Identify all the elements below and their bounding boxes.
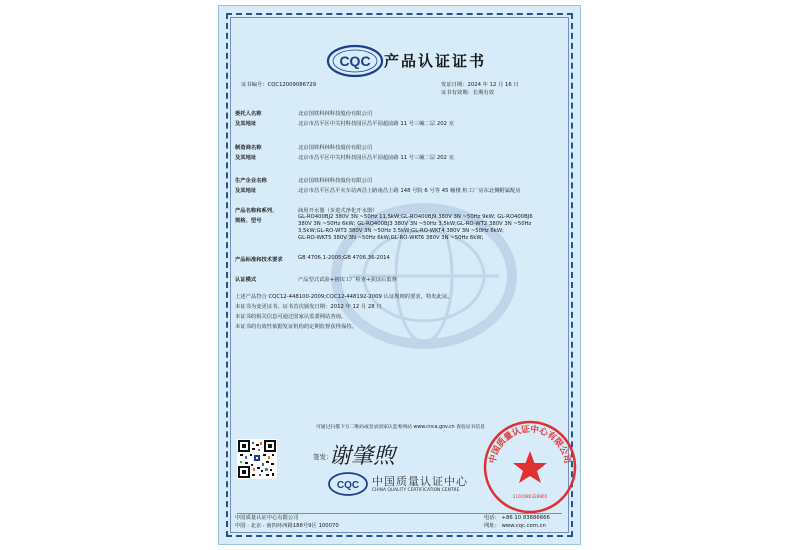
cert-no: CQC12009086729 [267,82,317,88]
issue-date: 2024 年 12 月 16 日 [467,82,519,88]
validity-line [441,90,494,97]
validity: 长期有效 [472,90,494,96]
field-label-manufacturer: 制造商名称 [235,145,262,151]
seal-text: 中国质量认证中心有限公司 [488,424,572,465]
validity-label: 证书有效期： [441,90,473,96]
certificate-title: 产品认证证书 [384,52,487,70]
verify-note: 可通过扫描下方二维码或登录国家认监委网站 www.cnca.gov.cn 查验证书信息 [315,425,486,430]
org-name-en: CHINA QUALITY CERTIFICATION CENTRE [372,488,460,493]
official-seal [481,418,579,516]
field-label-manufacturer-address: 及其地址 [235,155,257,161]
footer-address: 中国 · 北京 · 南四环西路188号9区 100070 [235,523,339,529]
certificate [218,5,581,545]
footer-tel: 电话： +86 10 83886666 [484,515,550,521]
field-label-applicant: 委托人名称 [235,111,262,117]
cert-no-label: 证书编号： [241,82,268,88]
signature: 谢肇煦 [329,444,396,469]
field-label-product-name: 产品名称和系列、 [235,208,278,214]
field-label-applicant-address: 及其地址 [235,121,257,127]
manufacturer-address: 北京市昌平区中关村科技园区昌平园超前路 11 号三幢二层 202 室 [298,155,455,161]
cert-no-line [241,82,316,89]
applicant-address: 北京市昌平区中关村科技园区昌平园超前路 11 号三幢二层 202 室 [298,121,455,127]
footer-divider [237,513,562,514]
statement-3: 本证书的相关信息可通过国家认监委网站查询。 [235,314,347,320]
factory-name: 北京国铁科林科技股份有限公司 [298,178,373,184]
cqc-footer-logo-text: CQC [336,480,360,491]
applicant-name: 北京国铁科林科技股份有限公司 [298,111,373,117]
field-label-model: 规格、型号 [235,218,262,224]
org-name-cn: 中国质量认证中心 [372,475,468,488]
field-label-factory: 生产企业名称 [235,178,267,184]
statement-1: 上述产品符合 CQC12-448100-2009;CQC12-448192-2009 认证规则的要求，特发此证。 [235,294,453,300]
model-line-1: GL-RO400BJ2 380V 3N ~50Hz 11.5kW;GL-RO400BJ9 380V 3N ~50Hz 9kW; GL-RO400BJ6 [298,214,533,220]
cqc-footer-logo [327,471,369,497]
cqc-logo [326,44,384,78]
footer-org-name: 中国质量认证中心有限公司 [235,515,299,521]
field-label-cert-mode: 认证模式 [235,277,257,283]
issue-date-label: 发证日期： [441,82,468,88]
statement-2: 本证书为变更证书，证书首次颁发日期：2012 年 12 月 28 日 [235,304,382,310]
cqc-logo-text: CQC [339,53,371,69]
model-line-2: 380V 3N ~50Hz 6kW; GL-RO400BJ3 380V 3N ~50Hz 3.5kW;GL-RO-WT2 380V 3N ~50Hz [298,221,532,227]
field-label-factory-address: 及其地址 [235,188,257,194]
manufacturer-name: 北京国铁科林科技股份有限公司 [298,145,373,151]
statement-4: 本证书的有效性依据发证机构的定期监督获得保持。 [235,324,357,330]
field-label-standard: 产品标准和技术要求 [235,257,283,263]
standard: GB 4706.1-2005;GB 4706.36-2014 [298,255,390,261]
issue-date-line [441,82,519,89]
footer-website[interactable]: 网址： www.cqc.com.cn [484,523,546,529]
product-name: 商用开水器（步进式净化开水器） [298,208,378,214]
signature-label: 签发： [313,453,333,461]
seal-code: 1101080328865 [512,494,548,499]
model-line-3: 3.5kW;GL-RO-WT3 380V 3N ~50Hz 3.5kW;GL-RO-WKT4 380V 3N ~50Hz 6kW; [298,228,504,234]
cert-mode: 产品型式试验+初次工厂检查+获证后监督 [298,277,397,283]
qr-code[interactable] [237,439,277,479]
factory-address: 北京市昌平区昌平火车站西昌土路南昌土路 148 号院 6 号等 45 幢楼 桩工厂房东北侧附属配房 [298,188,521,194]
model-line-4: GL-RO-WKT5 380V 3N ~50Hz 6kW;GL-RO-WKT6 380V 3N ~50Hz 6kW; [298,235,484,241]
